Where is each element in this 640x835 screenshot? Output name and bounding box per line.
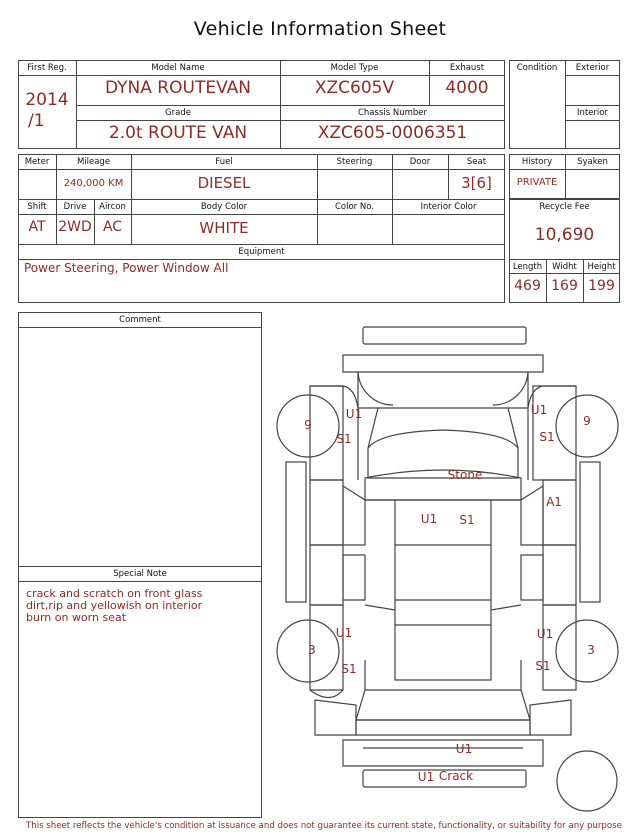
first-reg-value-month: /1 bbox=[28, 111, 45, 131]
equipment-label: Equipment bbox=[238, 247, 285, 257]
history-value: PRIVATE bbox=[516, 177, 558, 188]
door-label: Door bbox=[409, 157, 431, 167]
exterior-label: Exterior bbox=[575, 63, 610, 73]
body-color-value: WHITE bbox=[199, 219, 249, 237]
chassis-label: Chassis Number bbox=[357, 108, 428, 118]
trunk-part bbox=[356, 720, 530, 735]
spare-tire bbox=[557, 751, 617, 811]
fuel-label: Fuel bbox=[215, 157, 233, 167]
fr-fender-s1: S1 bbox=[539, 430, 555, 444]
length-value: 469 bbox=[514, 278, 541, 294]
interior-label: Interior bbox=[576, 108, 608, 118]
rear-window-part bbox=[356, 690, 530, 720]
rear-bumper-note: Crack bbox=[438, 769, 474, 783]
shift-label: Shift bbox=[27, 202, 47, 212]
roof-s1: S1 bbox=[459, 513, 475, 527]
model-type-value: XZC605V bbox=[314, 78, 395, 98]
right-door-note: A1 bbox=[546, 495, 562, 509]
fl-fender-s1: S1 bbox=[336, 432, 352, 446]
interior-color-label: Interior Color bbox=[420, 202, 477, 212]
tire-fr-value: 9 bbox=[583, 414, 591, 428]
drive-label: Drive bbox=[63, 202, 87, 212]
syaken-label: Syaken bbox=[577, 157, 608, 167]
roof-part bbox=[395, 500, 491, 680]
first-reg-label: First Reg. bbox=[27, 63, 67, 73]
meter-label: Meter bbox=[24, 157, 50, 167]
exhaust-value: 4000 bbox=[445, 78, 489, 98]
rear-bumper-u1: U1 bbox=[417, 770, 435, 784]
right-front-door bbox=[543, 480, 576, 545]
history-label: History bbox=[521, 157, 553, 167]
front-panel-part bbox=[343, 355, 543, 372]
height-value: 199 bbox=[588, 278, 615, 294]
rl-fender-s1: S1 bbox=[341, 662, 357, 676]
mileage-label: Mileage bbox=[76, 157, 111, 167]
roof-u1: U1 bbox=[420, 512, 438, 526]
aircon-label: Aircon bbox=[99, 202, 126, 212]
chassis-value: XZC605-0006351 bbox=[317, 123, 468, 143]
shift-value: AT bbox=[28, 219, 46, 235]
grade-label: Grade bbox=[165, 108, 191, 118]
exhaust-label: Exhaust bbox=[449, 63, 485, 73]
equipment-value: Power Steering, Power Window All bbox=[24, 261, 229, 275]
seat-value: 3[6] bbox=[461, 174, 492, 192]
left-rear-door bbox=[310, 545, 343, 605]
first-reg-value-year: 2014 bbox=[25, 90, 69, 110]
aircon-value: AC bbox=[102, 219, 123, 235]
special-note-label: Special Note bbox=[113, 569, 167, 579]
condition-label: Condition bbox=[516, 63, 558, 73]
tire-fl-value: 9 bbox=[304, 418, 312, 432]
color-no-label: Color No. bbox=[334, 202, 374, 212]
front-bumper-part bbox=[363, 327, 526, 344]
left-rocker-panel bbox=[286, 462, 306, 602]
fr-fender-u1: U1 bbox=[530, 403, 548, 417]
tire-rr-value: 3 bbox=[587, 643, 595, 657]
special-note-line: dirt,rip and yellowish on interior bbox=[26, 599, 203, 612]
rr-fender-s1: S1 bbox=[535, 659, 551, 673]
hood-note: Stone bbox=[447, 468, 483, 482]
fl-fender-u1: U1 bbox=[345, 407, 363, 421]
disclaimer-footer: This sheet reflects the vehicle's condition at issuance and does not guarantee its current state, functionality, or suitability for any purpose bbox=[26, 821, 622, 831]
width-label: Widht bbox=[552, 262, 577, 272]
rear-bumper-part bbox=[343, 740, 543, 766]
recycle-fee-label: Recycle Fee bbox=[539, 202, 590, 212]
tire-rl-value: 3 bbox=[308, 643, 316, 657]
grade-value: 2.0t ROUTE VAN bbox=[108, 123, 248, 143]
width-value: 169 bbox=[551, 278, 578, 294]
rl-fender-u1: U1 bbox=[335, 626, 353, 640]
right-rear-door bbox=[543, 545, 576, 605]
rear-u1: U1 bbox=[455, 742, 473, 756]
right-rocker-panel bbox=[580, 462, 600, 602]
special-note-line: crack and scratch on front glass bbox=[26, 587, 203, 600]
left-front-door bbox=[310, 480, 343, 545]
drive-value: 2WD bbox=[58, 219, 92, 235]
special-note-line: burn on worn seat bbox=[26, 611, 127, 624]
comment-label: Comment bbox=[119, 315, 161, 325]
comment-box bbox=[18, 312, 262, 818]
steering-label: Steering bbox=[336, 157, 373, 167]
body-color-label: Body Color bbox=[200, 202, 248, 212]
model-name-label: Model Name bbox=[151, 63, 205, 73]
sheet-title: Vehicle Information Sheet bbox=[193, 18, 447, 40]
recycle-fee-value: 10,690 bbox=[534, 225, 595, 245]
mileage-value: 240,000 KM bbox=[63, 178, 124, 189]
seat-label: Seat bbox=[466, 157, 487, 167]
height-label: Height bbox=[587, 262, 616, 272]
model-type-label: Model Type bbox=[330, 63, 379, 73]
rr-fender-u1: U1 bbox=[536, 627, 554, 641]
car-damage-diagram bbox=[262, 320, 640, 820]
fuel-value: DIESEL bbox=[197, 174, 251, 192]
length-label: Length bbox=[512, 262, 543, 272]
model-name-value: DYNA ROUTEVAN bbox=[105, 78, 251, 98]
